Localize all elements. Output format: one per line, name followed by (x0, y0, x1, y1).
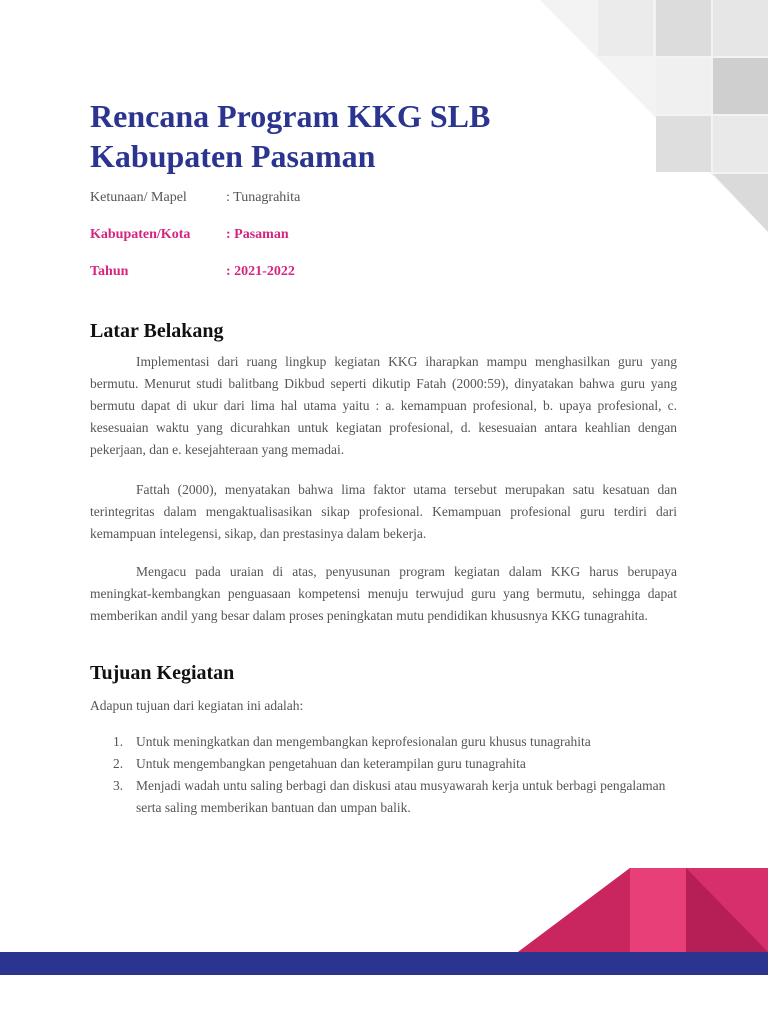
meta-value: : Tunagrahita (226, 190, 301, 205)
list-item-text: Menjadi wadah untu saling berbagi dan diskusi atau musyawarah kerja untuk berbagi pengalaman serta saling memberikan bantuan dan umpan balik. (136, 778, 666, 815)
top-right-pattern (540, 0, 768, 232)
meta-label: Ketunaan/ Mapel (90, 190, 187, 205)
page-title (90, 96, 490, 176)
footer-band (0, 952, 768, 975)
title-line-1: Rencana Program KKG SLB (90, 98, 491, 134)
bottom-right-pattern (518, 868, 768, 952)
list-number: 2. (113, 756, 124, 771)
list-item-text: Untuk meningkatkan dan mengembangkan keprofesionalan guru khusus tunagrahita (136, 734, 591, 749)
meta-label: Kabupaten/Kota (90, 227, 191, 242)
list-item (90, 775, 677, 819)
meta-label: Tahun (90, 264, 129, 279)
list-item (90, 731, 677, 753)
tujuan-list (90, 731, 677, 819)
title-line-2: Kabupaten Pasaman (90, 138, 376, 174)
section-heading-tujuan-kegiatan: Tujuan Kegiatan (90, 662, 235, 684)
paragraph: Implementasi dari ruang lingkup kegiatan KKG iharapkan mampu menghasilkan guru yang bermutu. Menurut studi balitbang Dikbud seperti dikutip Fatah (2000:59), dinyatakan bahwa guru yang bermutu dapat di ukur dari lima hal utama yaitu : a. kemampuan profesional, b. upaya profesional, c. kesesuaian waktu yang dicurahkan untuk kegiatan profesional, d. kesesuaian antara keahlian dengan pekerjaan, dan e. kesejahteraan yang memadai. (90, 354, 677, 457)
paragraph: Fattah (2000), menyatakan bahwa lima faktor utama tersebut merupakan satu kesatuan dan terintegritas dalam mengaktualisasikan sikap profesional. Kemampuan profesional guru terdiri dari kemampuan intelegensi, sikap, dan prestasinya dalam bekerja. (90, 482, 677, 541)
paragraph: Mengacu pada uraian di atas, penyusunan program kegiatan dalam KKG harus berupaya meningkat-kembangkan penguasaan kompetensi menuju terwujud guru yang bermutu, sehingga dapat memberikan andil yang besar dalam proses peningkatan mutu pendidikan khususnya KKG tunagrahita. (90, 564, 677, 623)
section-heading-latar-belakang: Latar Belakang (90, 320, 224, 342)
list-number: 1. (113, 734, 124, 749)
list-item-text: Untuk mengembangkan pengetahuan dan keterampilan guru tunagrahita (136, 756, 526, 771)
list-number: 3. (113, 778, 124, 793)
meta-value: : Pasaman (226, 227, 289, 242)
tujuan-intro: Adapun tujuan dari kegiatan ini adalah: (90, 698, 304, 713)
list-item (90, 753, 677, 775)
meta-value: : 2021-2022 (226, 264, 295, 279)
